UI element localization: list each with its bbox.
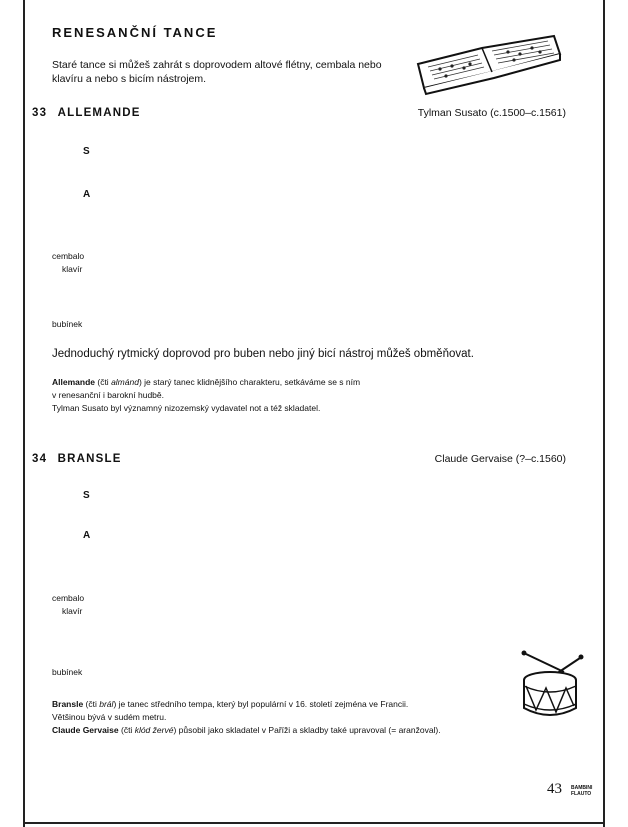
piece-title: BRANSLE <box>57 453 122 465</box>
instrument-label-bubinek: bubínek <box>52 319 83 329</box>
publisher-logo: BAMBINI FLAUTO <box>571 785 593 797</box>
music-book-icon <box>412 24 562 96</box>
voice-label-soprano: S <box>83 490 90 501</box>
instrument-label-bubinek: bubínek <box>52 667 83 677</box>
drum-icon <box>516 650 586 722</box>
piece-number: 33 <box>32 107 48 119</box>
piece-heading-allemande <box>32 107 141 119</box>
allemande-note-line-1: Allemande (čti almánd) je starý tanec klidnějšího charakteru, setkáváme se s ním <box>52 377 361 387</box>
composer-susato: Tylman Susato (c.1500–c.1561) <box>417 107 566 119</box>
instrument-label-klavir: klavír <box>62 264 83 274</box>
bransle-note-line-3: Claude Gervaise (čti klód žervé) působil jako skladatel v Paříži a skladby také upravoval (= aranžoval). <box>52 725 441 735</box>
allemande-note-line-2: v renesanční i barokní hudbě. <box>52 390 164 400</box>
bransle-note <box>52 698 522 737</box>
page-number: 43 <box>547 781 562 797</box>
page-frame-right <box>603 0 605 827</box>
page-frame-left <box>23 0 25 827</box>
bransle-note-line-1: Bransle (čti brál) je tanec středního tempa, který byl populární v 16. století zejména ve Francii. <box>52 699 409 709</box>
voice-label-alto: A <box>83 530 91 541</box>
allemande-note <box>52 376 522 415</box>
instrument-label-cembalo: cembalo <box>52 593 85 603</box>
page-frame-bottom <box>23 822 605 824</box>
piece-number: 34 <box>32 453 48 465</box>
bransle-note-line-2: Většinou bývá v sudém metru. <box>52 712 167 722</box>
allemande-note-line-3: Tylman Susato byl významný nizozemský vydavatel not a též skladatel. <box>52 403 321 413</box>
composer-gervaise: Claude Gervaise (?–c.1560) <box>434 453 566 465</box>
section-title: RENESANČNÍ TANCE <box>52 25 218 40</box>
voice-label-soprano: S <box>83 146 90 157</box>
rhythm-note: Jednoduchý rytmický doprovod pro buben nebo jiný bicí nástroj můžeš obměňovat. <box>52 348 474 360</box>
piece-title: ALLEMANDE <box>57 107 141 119</box>
piece-heading-bransle <box>32 453 122 465</box>
voice-label-alto: A <box>83 189 91 200</box>
instrument-label-cembalo: cembalo <box>52 251 85 261</box>
section-intro: Staré tance si můžeš zahrát s doprovodem altové flétny, cembala nebo klavíru a nebo s bicím nástrojem. <box>52 59 382 85</box>
instrument-label-klavir: klavír <box>62 606 83 616</box>
